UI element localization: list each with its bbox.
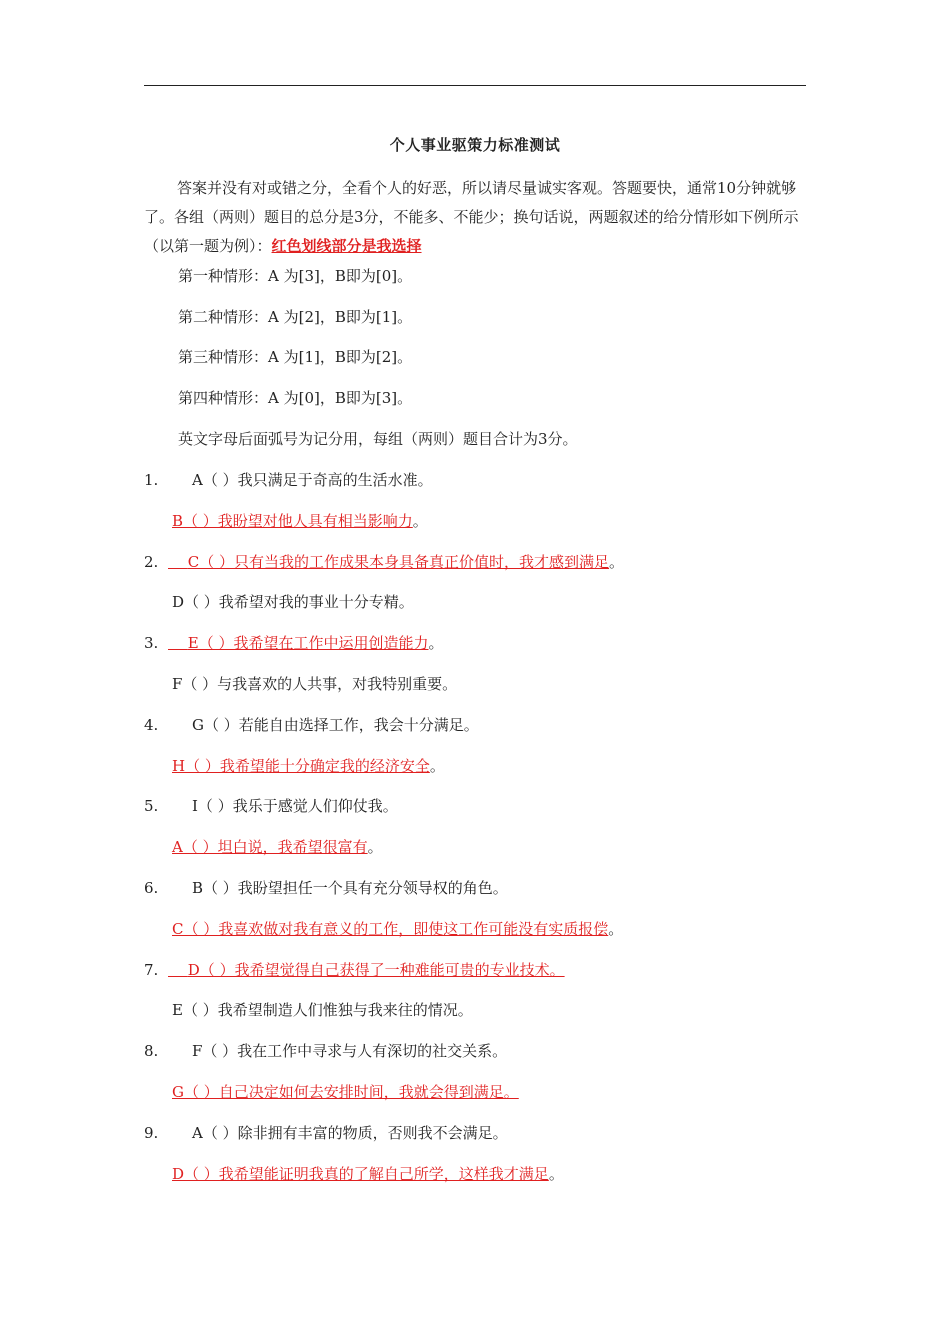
- period: 。: [608, 919, 624, 938]
- option-text-value: D（ ）我希望觉得自己获得了一种难能可贵的专业技术。: [187, 960, 565, 979]
- period: 。: [412, 511, 428, 530]
- option-text: F（ ）我在工作中寻求与人有深切的社交关系。: [192, 1042, 508, 1061]
- option-text: A（ ）除非拥有丰富的物质，否则我不会满足。: [192, 1123, 508, 1142]
- option-text: I（ ）我乐于感觉人们仰仗我。: [192, 797, 398, 816]
- question-1-option-b: [172, 511, 428, 531]
- period: 。: [367, 838, 383, 857]
- selected-option-text: C（ ）我喜欢做对我有意义的工作，即使这工作可能没有实质报偿: [172, 919, 609, 938]
- question-8-option-b: [172, 1082, 519, 1102]
- option-text: G（ ）若能自由选择工作，我会十分满足。: [192, 715, 479, 734]
- question-4-option-b: [172, 756, 445, 776]
- option-text: [168, 960, 565, 980]
- question-number: 7.: [144, 960, 159, 979]
- question-6-option-b: [172, 919, 623, 939]
- header-rule: [144, 85, 806, 86]
- selected-option-text: D（ ）我希望能证明我真的了解自己所学，这样我才满足: [172, 1164, 549, 1183]
- selected-option-text: H（ ）我希望能十分确定我的经济安全: [172, 756, 430, 775]
- question-9-option-b: [172, 1164, 564, 1184]
- case-2: 第二种情形：A 为[2]，B即为[1]。: [178, 308, 413, 326]
- intro-paragraph: [144, 174, 808, 261]
- selected-option-text: G（ ）自己决定如何去安排时间，我就会得到满足。: [172, 1083, 519, 1101]
- question-number: 9.: [144, 1123, 159, 1142]
- option-text: E（ ）我希望在工作中运用创造能力。: [187, 634, 444, 653]
- question-7-option-b: E（ ）我希望制造人们惟独与我来往的情况。: [172, 1001, 473, 1020]
- option-text: B（ ）我盼望担任一个具有充分领导权的角色。: [192, 879, 508, 897]
- selected-option-text: A（ ）坦白说，我希望很富有: [172, 838, 368, 857]
- question-5-option-b: [172, 837, 383, 857]
- question-number: 8.: [144, 1042, 159, 1061]
- intro-highlight: 红色划线部分是我选择: [271, 237, 422, 255]
- selected-option-text: B（ ）我盼望对他人具有相当影响力: [172, 511, 413, 530]
- question-number: 6.: [144, 879, 159, 897]
- scoring-note: 英文字母后面弧号为记分用，每组（两则）题目合计为3分。: [178, 430, 578, 448]
- option-text-value: C（ ）只有当我的工作成果本身具备真正价值时，我才感到满足: [187, 552, 610, 571]
- option-text-value: E（ ）我希望在工作中运用创造能力: [187, 634, 429, 653]
- option-text: C（ ）只有当我的工作成果本身具备真正价值时，我才感到满足。: [187, 552, 625, 571]
- question-2-option-b: D（ ）我希望对我的事业十分专精。: [172, 593, 414, 612]
- question-number: 4.: [144, 715, 159, 734]
- question-number: 5.: [144, 797, 159, 816]
- question-number: 1.: [144, 471, 159, 489]
- case-1: 第一种情形：A 为[3]，B即为[0]。: [178, 267, 413, 285]
- intro-text: 答案并没有对或错之分，全看个人的好恶，所以请尽量诚实客观。答题要快，通常10分钟就够了。各组（两则）题目的总分是3分，不能多、不能少；换句话说，两题叙述的给分情形如下例所示（以第一题为例）：: [144, 179, 799, 255]
- question-number: 2.: [144, 552, 159, 571]
- case-4: 第四种情形：A 为[0]，B即为[3]。: [178, 389, 413, 407]
- option-text: A（ ）我只满足于奇高的生活水准。: [192, 471, 433, 489]
- page-title: 个人事业驱策力标准测试: [389, 136, 561, 154]
- question-number: 3.: [144, 634, 159, 653]
- period: 。: [429, 756, 445, 775]
- period: 。: [548, 1164, 564, 1183]
- question-3-option-b: F（ ）与我喜欢的人共事，对我特别重要。: [172, 675, 458, 693]
- case-3: 第三种情形：A 为[1]，B即为[2]。: [178, 348, 413, 366]
